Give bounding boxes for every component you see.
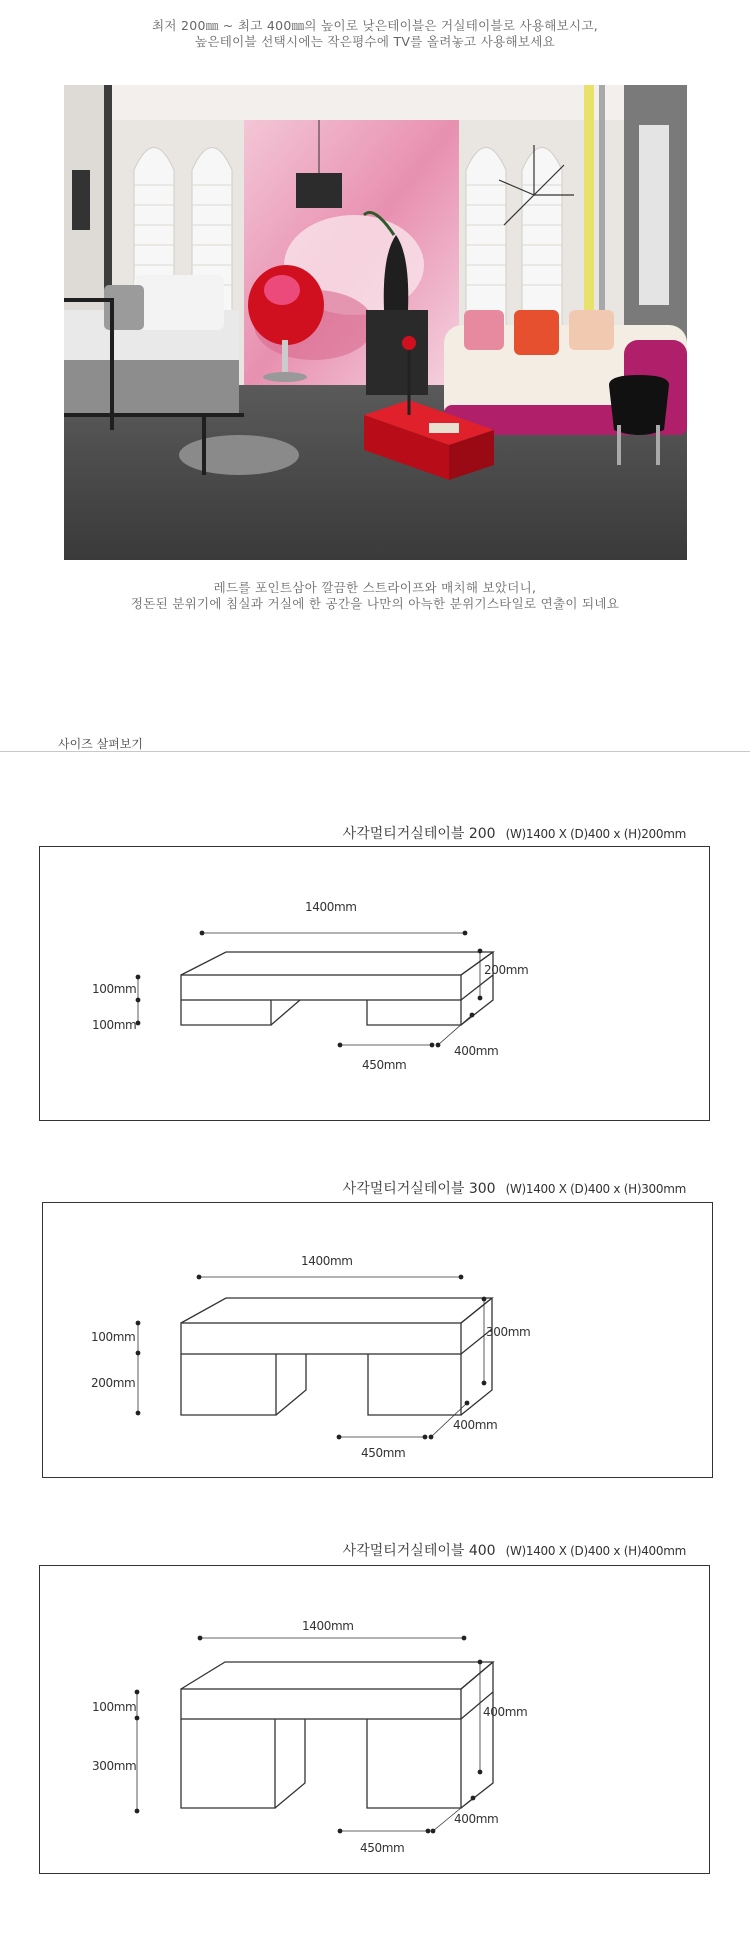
caption-line-1: 레드를 포인트삼아 깔끔한 스트라이프와 매치해 보았더니, (213, 580, 537, 595)
section-divider (0, 751, 750, 752)
diagram-400-box (39, 1565, 710, 1874)
diagram-spec: (W)1400 X (D)400 x (H)400mm (505, 1544, 686, 1558)
diagram-spec: (W)1400 X (D)400 x (H)300mm (505, 1182, 686, 1196)
height-label: 200mm (484, 963, 529, 977)
width-label: 1400mm (305, 900, 357, 914)
depth-label: 400mm (454, 1812, 499, 1826)
lower-height-label: 300mm (92, 1759, 137, 1773)
caption-line-2: 정돈된 분위기에 침실과 거실에 한 공간을 나만의 아늑한 분위기스타일로 연출이 되네요 (130, 596, 620, 611)
size-section-title: 사이즈 살펴보기 (58, 737, 143, 751)
diagram-400-title (343, 1540, 686, 1560)
diagram-name: 사각멀티거실테이블 300 (342, 1181, 496, 1197)
width-label: 1400mm (301, 1254, 353, 1268)
diagram-name: 사각멀티거실테이블 200 (342, 826, 496, 842)
leg-width-label: 450mm (360, 1841, 405, 1855)
intro-line-1: 최저 200㎜ ~ 최고 400㎜의 높이로 낮은테이블은 거실테이블로 사용해보시고, (151, 18, 599, 33)
living-room-photo (64, 85, 687, 560)
depth-label: 400mm (453, 1418, 498, 1432)
diagram-200-box (39, 846, 710, 1121)
top-thickness-label: 100mm (92, 1700, 137, 1714)
diagram-name: 사각멀티거실테이블 400 (342, 1543, 496, 1559)
depth-label: 400mm (454, 1044, 499, 1058)
height-label: 300mm (486, 1325, 531, 1339)
top-thickness-label: 100mm (91, 1330, 136, 1344)
height-label: 400mm (483, 1705, 528, 1719)
diagram-300-title (343, 1178, 686, 1198)
diagram-200-title (343, 823, 686, 843)
width-label: 1400mm (302, 1619, 354, 1633)
lower-height-label: 200mm (91, 1376, 136, 1390)
top-thickness-label: 100mm (92, 982, 137, 996)
intro-line-2: 높은테이블 선택시에는 작은평수에 TV를 올려놓고 사용해보세요 (195, 34, 555, 49)
leg-width-label: 450mm (361, 1446, 406, 1460)
leg-width-label: 450mm (362, 1058, 407, 1072)
lower-height-label: 100mm (92, 1018, 137, 1032)
diagram-300-box (42, 1202, 713, 1478)
diagram-spec: (W)1400 X (D)400 x (H)200mm (505, 827, 686, 841)
